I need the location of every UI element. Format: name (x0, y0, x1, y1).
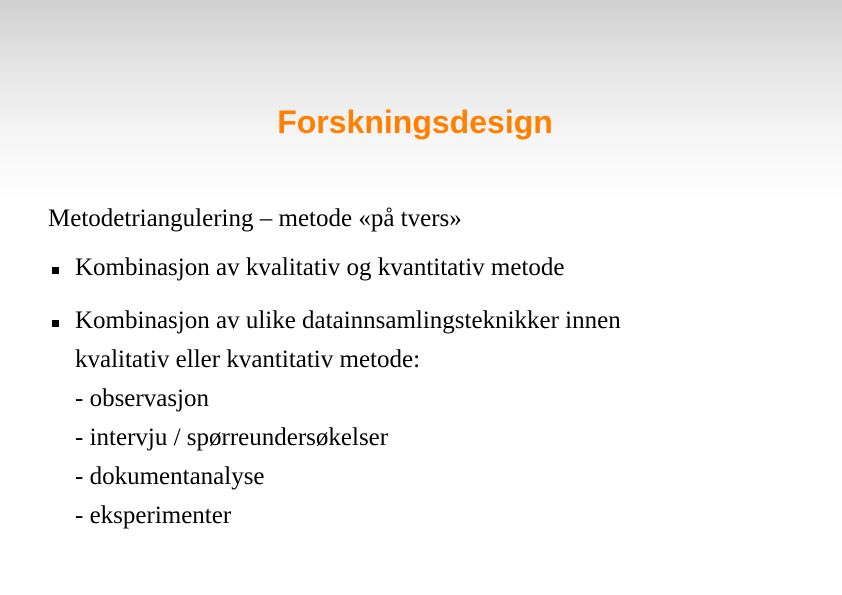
bullet-line: kvalitativ eller kvantitativ metode: (75, 346, 421, 373)
bullet-line: Kombinasjon av ulike datainnsamlingsteknikker innen (75, 307, 621, 334)
bullet-line: - intervju / spørreundersøkelser (75, 424, 389, 451)
bullet-line: Kombinasjon av kvalitativ og kvantitativ metode (75, 254, 565, 281)
bullet-line: - observasjon (75, 385, 209, 412)
bullet-line: - eksperimenter (75, 502, 232, 529)
bullet-list (48, 248, 828, 535)
slide-title: Forskningsdesign (277, 104, 553, 140)
square-bullet-icon (52, 320, 59, 327)
bullet-item-2 (48, 301, 828, 535)
bullet-line: - dokumentanalyse (75, 463, 265, 490)
slide-body (48, 198, 828, 549)
square-bullet-icon (52, 267, 59, 274)
subheading: Metodetriangulering – metode «på tvers» (48, 205, 462, 232)
bullet-item-1 (48, 248, 828, 287)
